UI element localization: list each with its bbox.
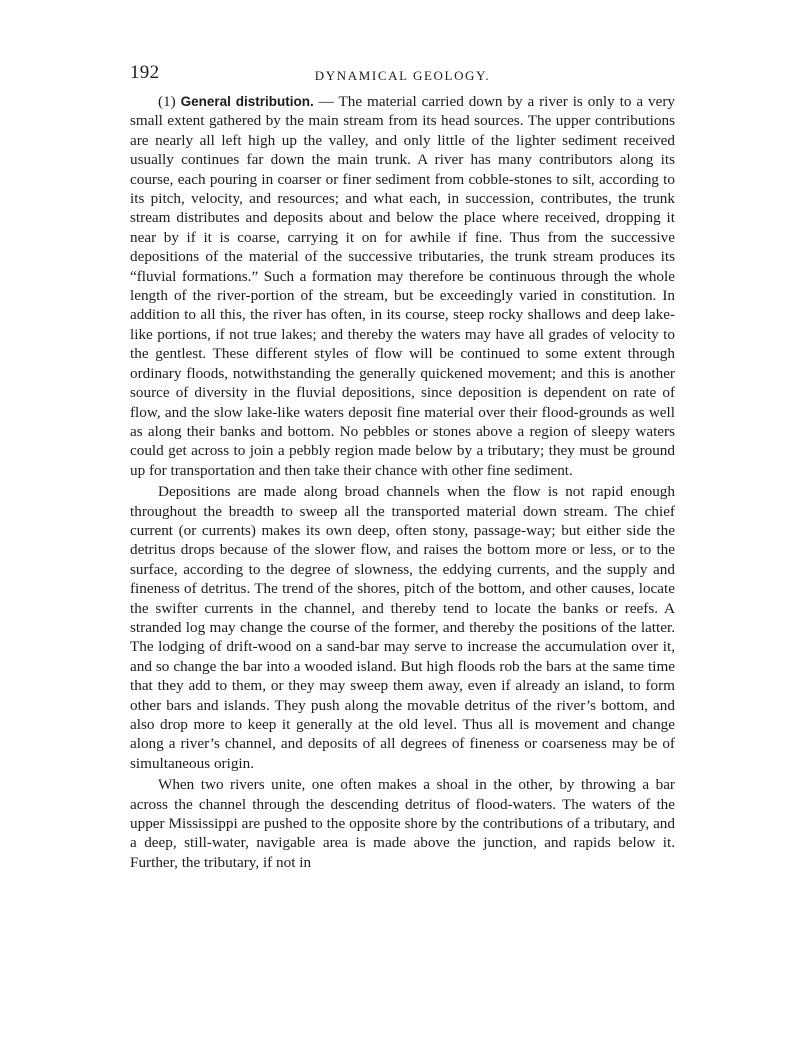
section-dash: — [313,93,339,110]
paragraph-depositions: Depositions are made along broad channels when the flow is not rapid enough throughout the breadth to sweep all the transported material down stream. The chief current (or currents) makes its own deep, often stony, passage-way; but either side the detritus drops because of the slower flow, and raises the bottom more or less, or to the surface, according to the degree of slowness, the eddying currents, and the supply and fineness of detritus. The trend of the shores, pitch of the bottom, and other causes, locate the swifter currents in the channel, and thereby tend to locate the banks or reefs. A stranded log may change the course of the former, and thereby the positions of the latter. The lodging of drift-wood on a sand-bar may serve to increase the accumulation over it, and so change the bar into a wooded island. But high floods rob the bars at the same time that they add to them, or they may sweep them away, even if already an island, to form other bars and islands. They push along the movable detritus of the river’s bottom, and also drop more to keep it generally at the old level. Thus all is movement and change along a river’s channel, and deposits of all degrees of fineness or coarseness may be of simultaneous origin. [130,483,675,772]
running-title: DYNAMICAL GEOLOGY. [314,68,491,83]
page-number: 192 [130,62,160,83]
book-page [130,62,675,872]
paragraph-general-distribution [130,92,675,480]
running-head [130,62,675,92]
section-number: (1) [158,93,176,110]
paragraph-rivers-unite: When two rivers unite, one often makes a shoal in the other, by throwing a bar across the channel through the descending detritus of flood-waters. The waters of the upper Mississippi are pushed to the opposite shore by the contributions of a tributary, and a deep, still-water, navigable area is made above the junction, and rapids below it. Further, the tributary, if not in [130,776,675,871]
section-heading: General distribution. [180,94,314,109]
paragraph-text: The material carried down by a river is only to a very small extent gathered by the main stream from its head sources. The upper contributions are nearly all left high up the valley, and only little of the lighter sediment received usually continues far down the main trunk. A river has many contributors along its course, each pouring in coarser or finer sediment from cobble-stones to silt, according to its pitch, velocity, and resources; and what each, in succession, contributes, the trunk stream distributes and deposits about and below the place where received, dropping it near by if it is coarse, carrying it on for awhile if fine. Thus from the successive depositions of the material of the successive tributaries, the trunk stream produces its “fluvial formations.” Such a formation may therefore be continuous through the whole length of the river-portion of the stream, but be exceedingly varied in constitution. In addition to all this, the river has often, in its course, steep rocky shallows and deep lake-like portions, if not true lakes; and thereby the waters may have all grades of velocity to the gentlest. These different styles of flow will be continued to some extent through ordinary floods, notwithstanding the generally quickened movement; and this is another source of diversity in the fluvial depositions, since deposition is dependent on rate of flow, and the slow lake-like waters deposit fine material over their flood-grounds as well as along their banks and bottom. No pebbles or stones above a region of sleepy waters could get across to join a pebbly region made below by a tributary; they must be ground up for transportation and then take their chance with other fine sediment. [130,93,675,479]
